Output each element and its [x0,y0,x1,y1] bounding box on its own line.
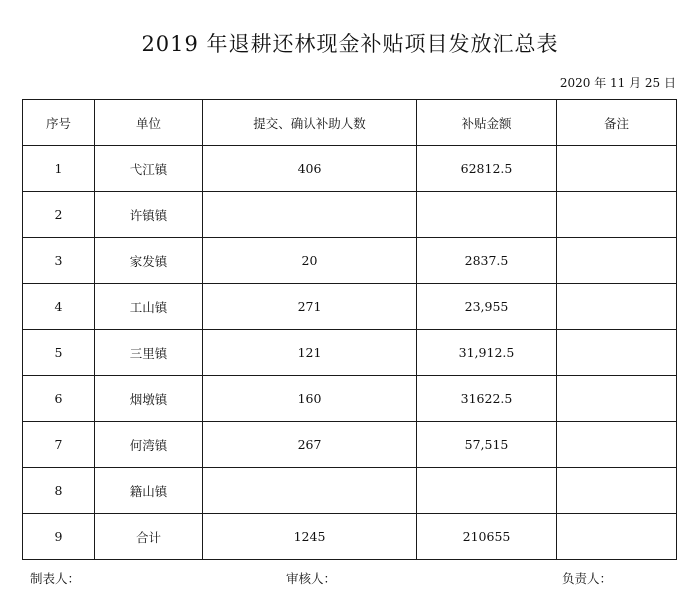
footer-reviewer: 审核人： [286,571,337,586]
cell-note [557,238,677,284]
table-row [23,238,677,284]
cell-count: 267 [203,422,417,468]
header-no: 序号 [23,100,95,146]
cell-count: 406 [203,146,417,192]
cell-unit: 籍山镇 [95,468,203,514]
table-row [23,422,677,468]
cell-amount: 57,515 [417,422,557,468]
cell-amount: 23,955 [417,284,557,330]
header-note: 备注 [557,100,677,146]
cell-count [203,192,417,238]
cell-note [557,514,677,560]
cell-no: 9 [23,514,95,560]
cell-amount [417,192,557,238]
summary-table [22,99,677,560]
table-row [23,146,677,192]
cell-unit: 何湾镇 [95,422,203,468]
cell-unit: 许镇镇 [95,192,203,238]
cell-note [557,376,677,422]
cell-no: 5 [23,330,95,376]
cell-count: 160 [203,376,417,422]
cell-no: 3 [23,238,95,284]
table-row [23,468,677,514]
table-row [23,192,677,238]
footer-responsible: 负责人： [562,571,613,586]
header-unit: 单位 [95,100,203,146]
cell-unit: 家发镇 [95,238,203,284]
header-count: 提交、确认补助人数 [203,100,417,146]
cell-no: 8 [23,468,95,514]
cell-no: 4 [23,284,95,330]
cell-note [557,330,677,376]
cell-count: 271 [203,284,417,330]
cell-amount: 31622.5 [417,376,557,422]
cell-note [557,192,677,238]
cell-no: 7 [23,422,95,468]
cell-unit: 烟墩镇 [95,376,203,422]
cell-note [557,468,677,514]
cell-no: 2 [23,192,95,238]
cell-amount: 31,912.5 [417,330,557,376]
cell-amount: 210655 [417,514,557,560]
cell-unit: 三里镇 [95,330,203,376]
cell-no: 6 [23,376,95,422]
cell-note [557,146,677,192]
cell-unit: 弋江镇 [95,146,203,192]
footer-maker: 制表人： [30,571,81,586]
cell-amount: 62812.5 [417,146,557,192]
cell-note [557,284,677,330]
report-date: 2020 年 11 月 25 日 [559,76,676,90]
cell-amount [417,468,557,514]
page-title: 2019 年退耕还林现金补贴项目发放汇总表 [141,32,559,56]
table-row [23,376,677,422]
cell-amount: 2837.5 [417,238,557,284]
cell-count: 20 [203,238,417,284]
cell-unit: 合计 [95,514,203,560]
header-amount: 补贴金额 [417,100,557,146]
table-row [23,330,677,376]
cell-note [557,422,677,468]
cell-count: 121 [203,330,417,376]
cell-count [203,468,417,514]
table-header-row [23,100,677,146]
table-row [23,514,677,560]
cell-count: 1245 [203,514,417,560]
cell-unit: 工山镇 [95,284,203,330]
table-row [23,284,677,330]
cell-no: 1 [23,146,95,192]
